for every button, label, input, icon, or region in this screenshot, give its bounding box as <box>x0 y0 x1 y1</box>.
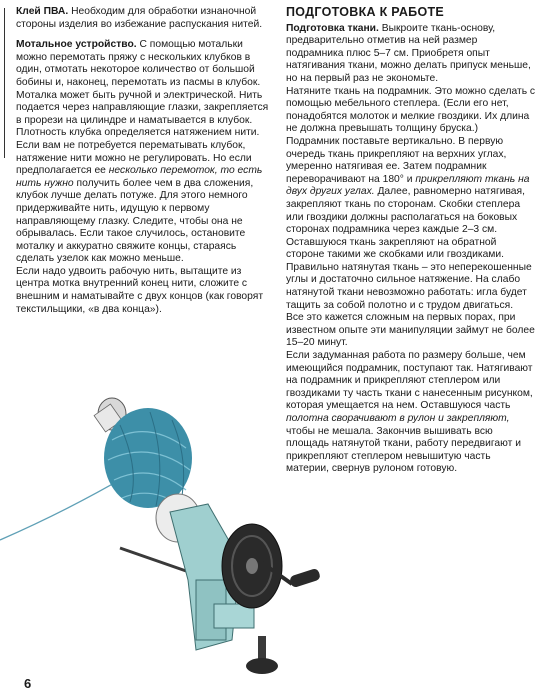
stretch-paragraph: Натяните ткань на подрамник. Это можно сделать с помощью мебельного степлера. (Если его нет, понадобятся молоток и мелкие гвоздики. Их длина не должна превышать толщину бруска.) <box>286 85 536 135</box>
large-italic: полотна сворачивают в рулон и закрепляют, <box>286 413 510 424</box>
gear-wheel <box>222 524 282 608</box>
glue-term: Клей ПВА. <box>16 6 69 17</box>
yarn-ball <box>104 408 192 508</box>
frame-italic: прикрепляют ткань на двух других углах. <box>286 173 530 198</box>
winder-term: Мотальное устройство. <box>16 39 137 51</box>
large-text: Если задуманная работа по размеру больше, чем имеющийся подрамник, поступают так. Натягивают на подрамник и прикрепляют степлером или гвоздиками ту часть ткани с нанесенным рисунком, которая умещается на нем. Оставшуюся часть <box>286 350 533 412</box>
double-paragraph: Если надо удвоить рабочую нить, вытащите из центра мотка внутренний конец нити, сложите с внешним и наматывайте с двух концов (как говорят текстильщики, «в два конца»). <box>16 265 264 315</box>
proper-paragraph: Правильно натянутая ткань – это неперекошенные углы и достаточно сильное натяжение. На слабо натянутой ткани невозможно работать: игла будет тащить за собой полотно и с трудом двигаться. <box>286 261 532 311</box>
section-heading: ПОДГОТОВКА К РАБОТЕ <box>286 5 445 19</box>
winder-italic: несколько перемоток, то есть нить нужно <box>16 165 263 189</box>
prep-text: Выкроите ткань-основу, предварительно отметив на ней размер подрамника плюс 5–7 см. Приобретя опыт натягивания ткани, можно делать припуск меньше, но на первый раз не экономьте. <box>286 22 531 84</box>
winder-text-2: получить более чем в два сложения, клубок лучше делать потуже. Для этого немного придерживайте нить, идущую к первому направляющему глазку. Следите, чтобы она не обрывалась. Если такое случилось, остановите моталку и аккуратно свяжите концы, стараясь сделать узелок как можно меньше. <box>16 177 254 265</box>
frame-text: Подрамник поставьте вертикально. В первую очередь ткань прикрепляют на верхних углах, умеренно натягивая ее. Затем подрамник переворачивают на 180° и <box>286 135 507 185</box>
page-number: 6 <box>24 676 32 691</box>
clamp-screw <box>246 636 278 674</box>
prep-term: Подготовка ткани. <box>286 22 379 34</box>
large-text-2: чтобы не мешала. Закончив вышивать всю площадь натянутой ткани, работу передвигают и прикрепляют степлером невышитую часть материи, свернув рулоном готовую. <box>286 425 521 475</box>
frame-text-2: Далее, равномерно натягивая, закрепляют ткань по сторонам. Скобки степлера или гвоздики должны располагаться на боковых сторонах подрамника через каждые 2–3 см. Оставшуюся ткань закрепляют на обратной стороне такими же скобками или гвоздиками. <box>286 186 525 261</box>
glue-text: Необходим для обработки изнаночной стороны изделия во избежание распускания нитей. <box>16 6 263 30</box>
seems-paragraph: Все это кажется сложным на первых порах, при известном опыте эти манипуляции займут не более 15–20 минут. <box>286 312 535 349</box>
winder-text: С помощью мотальки можно перемотать пряжу с нескольких клубков в один, отмотать некоторое количество от большой бобины и, наконец, перемотать из пасмы в клубок. Моталка может быть ручной и электрической. Нить подается через направляющие глазки, закрепляется в прорези на цилиндре и наматывается в клубок. Плотность клубка определяется натяжением нити. Если вам не потребуется перематывать клубок, натяжение нити можно не регулировать. Но если предполагается ее <box>16 39 269 177</box>
